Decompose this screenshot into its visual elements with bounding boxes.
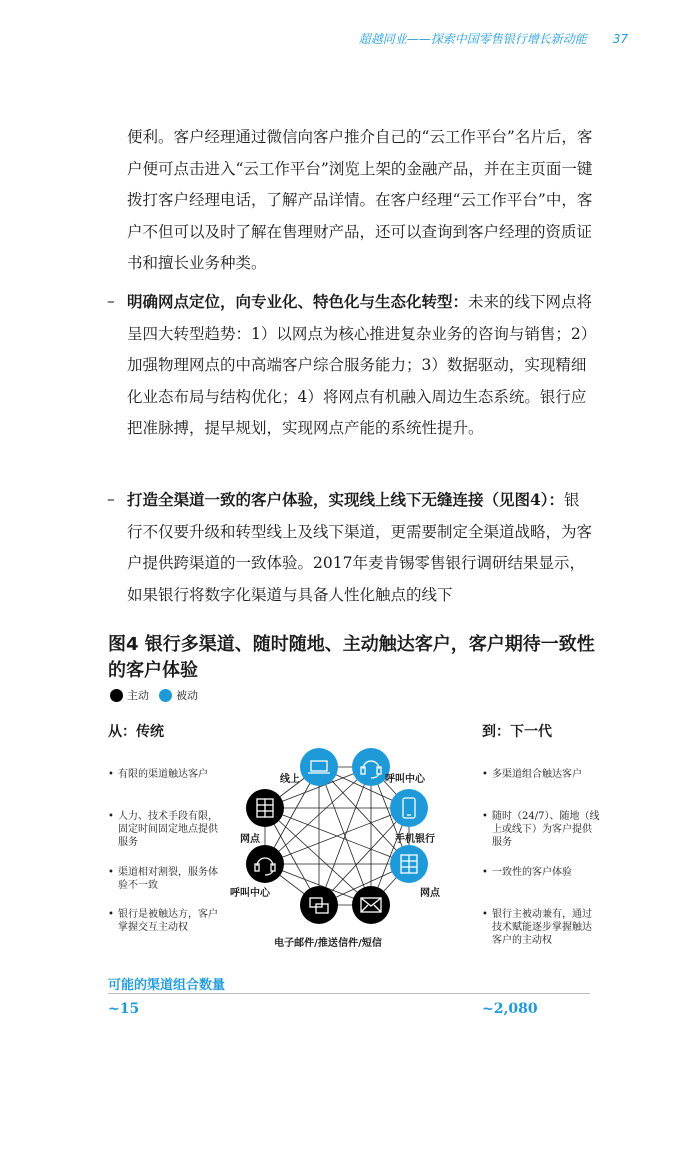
- list-item: • 银行是被触达方，客户掌握交互主动权: [108, 908, 218, 934]
- network-nodes: [230, 748, 441, 949]
- to-label: 到：下一代: [482, 724, 552, 740]
- legend-label-active: 主动: [127, 689, 149, 702]
- figure-legend: [110, 687, 208, 703]
- header-title: 超越同业——探索中国零售银行增长新动能: [358, 32, 587, 46]
- body-paragraph: 便利。客户经理通过微信向客户推介自己的“云工作平台”名片后，客户便可点击进入“云工作平台”浏览上架的金融产品，并在主页面一键拨打客户经理电话，了解产品详情。在客户经理“云工作平台”中，客户不但可以及时了解在售理财产品，还可以查询到客户经理的资质证书和擅长业务种类。: [127, 128, 593, 272]
- channel-label: 手机银行: [395, 834, 435, 845]
- bullet-branch-positioning: [107, 286, 593, 445]
- legend-item-passive: [159, 687, 198, 703]
- channel-label: 网点: [420, 888, 440, 899]
- from-label: 从：传统: [108, 724, 164, 740]
- channel-node-active: [300, 886, 338, 924]
- bullet-text: 银行不仅要升级和转型线上及线下渠道，更需要制定全渠道战略，为客户提供跨渠道的一致体验。2017年麦肯锡零售银行调研结果显示，如果银行将数字化渠道与具备人性化触点的线下: [127, 491, 593, 604]
- combination-count-next-gen: ~2,080: [482, 1001, 538, 1017]
- legend-label-passive: 被动: [176, 689, 198, 702]
- list-item: • 随时（24/7）、随地（线上或线下）为客户提供服务: [482, 810, 600, 849]
- legend-dot-active: [110, 689, 123, 702]
- legend-dot-passive: [159, 689, 172, 702]
- channel-label: 网点: [240, 834, 260, 845]
- list-item: • 人力、技术手段有限，固定时间固定地点提供服务: [108, 810, 218, 849]
- channel-node-active: [352, 886, 390, 924]
- list-item: • 一致性的客户体验: [482, 866, 572, 879]
- list-item: • 渠道相对割裂，服务体验不一致: [108, 866, 218, 892]
- list-item: • 银行主被动兼有，通过技术赋能逐步掌握触达客户的主动权: [482, 908, 600, 947]
- bullet-heading: 打造全渠道一致的客户体验，实现线上线下无缝连接（见图4）：: [127, 490, 565, 509]
- channel-label: 呼叫中心: [230, 888, 270, 899]
- channel-node-active: [246, 845, 284, 883]
- network-edges: [265, 767, 409, 905]
- bullet-text: 未来的线下网点将呈四大转型趋势：1）以网点为核心推进复杂业务的咨询与销售；2）加强物理网点的中高端客户综合服务能力；3）数据驱动，实现精细化业态布局与结构优化；4）将网点有机融入周边生态系统。银行应把准脉搏，提早规划，实现网点产能的系统性提升。: [127, 293, 593, 437]
- list-item: • 有限的渠道触达客户: [108, 768, 208, 781]
- channel-label: 电子邮件/推送: [274, 938, 338, 949]
- page-header: [359, 30, 628, 47]
- combination-count-traditional: ~15: [108, 1001, 140, 1017]
- channel-label: 呼叫中心: [385, 774, 425, 785]
- channel-node-passive: [300, 748, 338, 786]
- bullet-omnichannel: [107, 484, 593, 611]
- channel-label: 线上: [280, 774, 300, 785]
- channel-label: 信件/短信: [338, 938, 382, 949]
- list-item: • 多渠道组合触达客户: [482, 768, 582, 781]
- bullet-dash: –: [107, 490, 115, 508]
- divider: [108, 993, 590, 994]
- bullet-heading: 明确网点定位，向专业化、特色化与生态化转型：: [127, 292, 469, 311]
- page-number: 37: [612, 32, 628, 46]
- figure-title: 图4 银行多渠道、随时随地、主动触达客户，客户期待一致性的客户体验: [108, 634, 595, 681]
- channel-node-passive: [390, 789, 428, 827]
- legend-item-active: [110, 687, 149, 703]
- channel-network-diagram: [220, 740, 482, 952]
- bullet-dash: –: [107, 292, 115, 310]
- combination-count-label: 可能的渠道组合数量: [108, 978, 226, 993]
